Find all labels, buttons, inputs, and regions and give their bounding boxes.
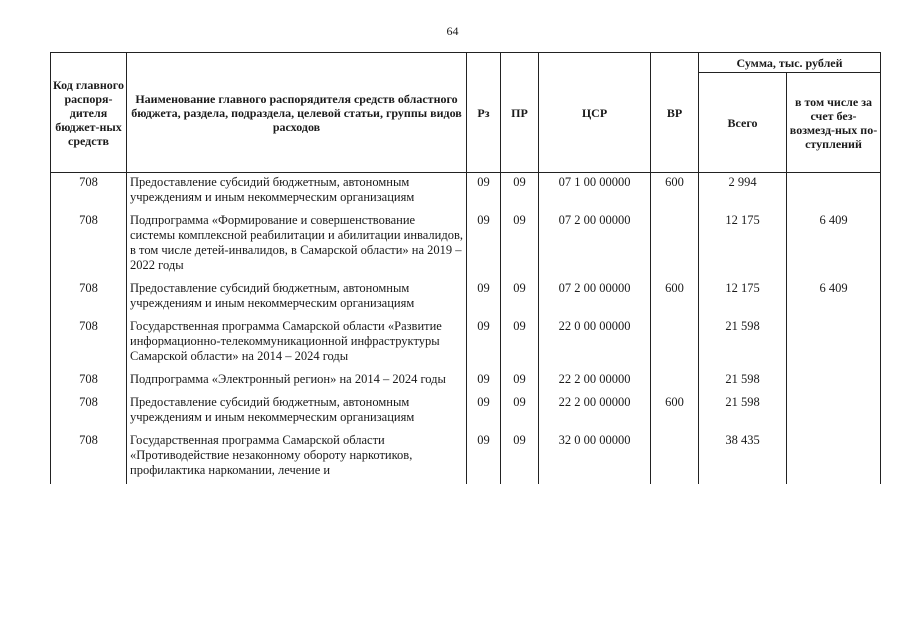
cell-pr: 09 <box>501 279 539 317</box>
cell-name: Государственная программа Самарской области «Противодействие незаконному обороту наркотиков, профилактика наркомании, лечение и <box>127 431 467 484</box>
cell-csr: 22 0 00 00000 <box>539 317 651 370</box>
table-body <box>51 173 881 485</box>
cell-code: 708 <box>51 279 127 317</box>
cell-free <box>787 370 881 393</box>
cell-pr: 09 <box>501 211 539 279</box>
table-row <box>51 370 881 393</box>
cell-code: 708 <box>51 370 127 393</box>
table-header <box>51 53 881 173</box>
header-sum: Сумма, тыс. рублей <box>699 53 881 73</box>
cell-free <box>787 431 881 484</box>
cell-pr: 09 <box>501 431 539 484</box>
cell-csr: 22 2 00 00000 <box>539 393 651 431</box>
cell-vr <box>651 431 699 484</box>
cell-free <box>787 173 881 212</box>
header-name: Наименование главного распорядителя средств областного бюджета, раздела, подраздела, целевой статьи, группы видов расходов <box>127 53 467 173</box>
table-row <box>51 279 881 317</box>
header-total: Всего <box>699 73 787 173</box>
budget-table <box>50 52 881 484</box>
cell-csr: 32 0 00 00000 <box>539 431 651 484</box>
table-row <box>51 173 881 212</box>
header-code: Код главного распоря-дителя бюджет-ных средств <box>51 53 127 173</box>
cell-name: Подпрограмма «Формирование и совершенствование системы комплексной реабилитации и абилитации инвалидов, в том числе детей-инвалидов, в Самарской области» на 2019 – 2022 годы <box>127 211 467 279</box>
cell-total: 21 598 <box>699 317 787 370</box>
cell-name: Предоставление субсидий бюджетным, автономным учреждениям и иным некоммерческим организациям <box>127 393 467 431</box>
cell-rz: 09 <box>467 317 501 370</box>
header-rz: Рз <box>467 53 501 173</box>
cell-total: 12 175 <box>699 211 787 279</box>
cell-name: Предоставление субсидий бюджетным, автономным учреждениям и иным некоммерческим организациям <box>127 173 467 212</box>
cell-pr: 09 <box>501 393 539 431</box>
cell-free: 6 409 <box>787 211 881 279</box>
cell-vr: 600 <box>651 393 699 431</box>
cell-total: 21 598 <box>699 370 787 393</box>
cell-total: 38 435 <box>699 431 787 484</box>
cell-free <box>787 317 881 370</box>
cell-rz: 09 <box>467 279 501 317</box>
cell-code: 708 <box>51 173 127 212</box>
cell-name: Государственная программа Самарской области «Развитие информационно-телекоммуникационной инфраструктуры Самарской области» на 2014 – 2024 годы <box>127 317 467 370</box>
cell-pr: 09 <box>501 317 539 370</box>
cell-rz: 09 <box>467 393 501 431</box>
cell-csr: 22 2 00 00000 <box>539 370 651 393</box>
table-row <box>51 431 881 484</box>
cell-free <box>787 393 881 431</box>
cell-rz: 09 <box>467 173 501 212</box>
table-row <box>51 317 881 370</box>
cell-rz: 09 <box>467 431 501 484</box>
header-csr: ЦСР <box>539 53 651 173</box>
header-pr: ПР <box>501 53 539 173</box>
header-vr: ВР <box>651 53 699 173</box>
page-number: 64 <box>446 24 459 38</box>
cell-vr: 600 <box>651 173 699 212</box>
cell-rz: 09 <box>467 211 501 279</box>
cell-csr: 07 2 00 00000 <box>539 279 651 317</box>
cell-code: 708 <box>51 393 127 431</box>
cell-csr: 07 1 00 00000 <box>539 173 651 212</box>
cell-total: 12 175 <box>699 279 787 317</box>
header-free: в том числе за счет без-возмезд-ных по-ступлений <box>787 73 881 173</box>
cell-vr <box>651 370 699 393</box>
cell-csr: 07 2 00 00000 <box>539 211 651 279</box>
table-row <box>51 211 881 279</box>
cell-total: 21 598 <box>699 393 787 431</box>
cell-vr <box>651 317 699 370</box>
cell-free: 6 409 <box>787 279 881 317</box>
cell-name: Предоставление субсидий бюджетным, автономным учреждениям и иным некоммерческим организациям <box>127 279 467 317</box>
cell-code: 708 <box>51 211 127 279</box>
cell-name: Подпрограмма «Электронный регион» на 2014 – 2024 годы <box>127 370 467 393</box>
cell-vr: 600 <box>651 279 699 317</box>
cell-code: 708 <box>51 317 127 370</box>
cell-vr <box>651 211 699 279</box>
cell-rz: 09 <box>467 370 501 393</box>
cell-pr: 09 <box>501 173 539 212</box>
cell-total: 2 994 <box>699 173 787 212</box>
cell-pr: 09 <box>501 370 539 393</box>
table-row <box>51 393 881 431</box>
cell-code: 708 <box>51 431 127 484</box>
